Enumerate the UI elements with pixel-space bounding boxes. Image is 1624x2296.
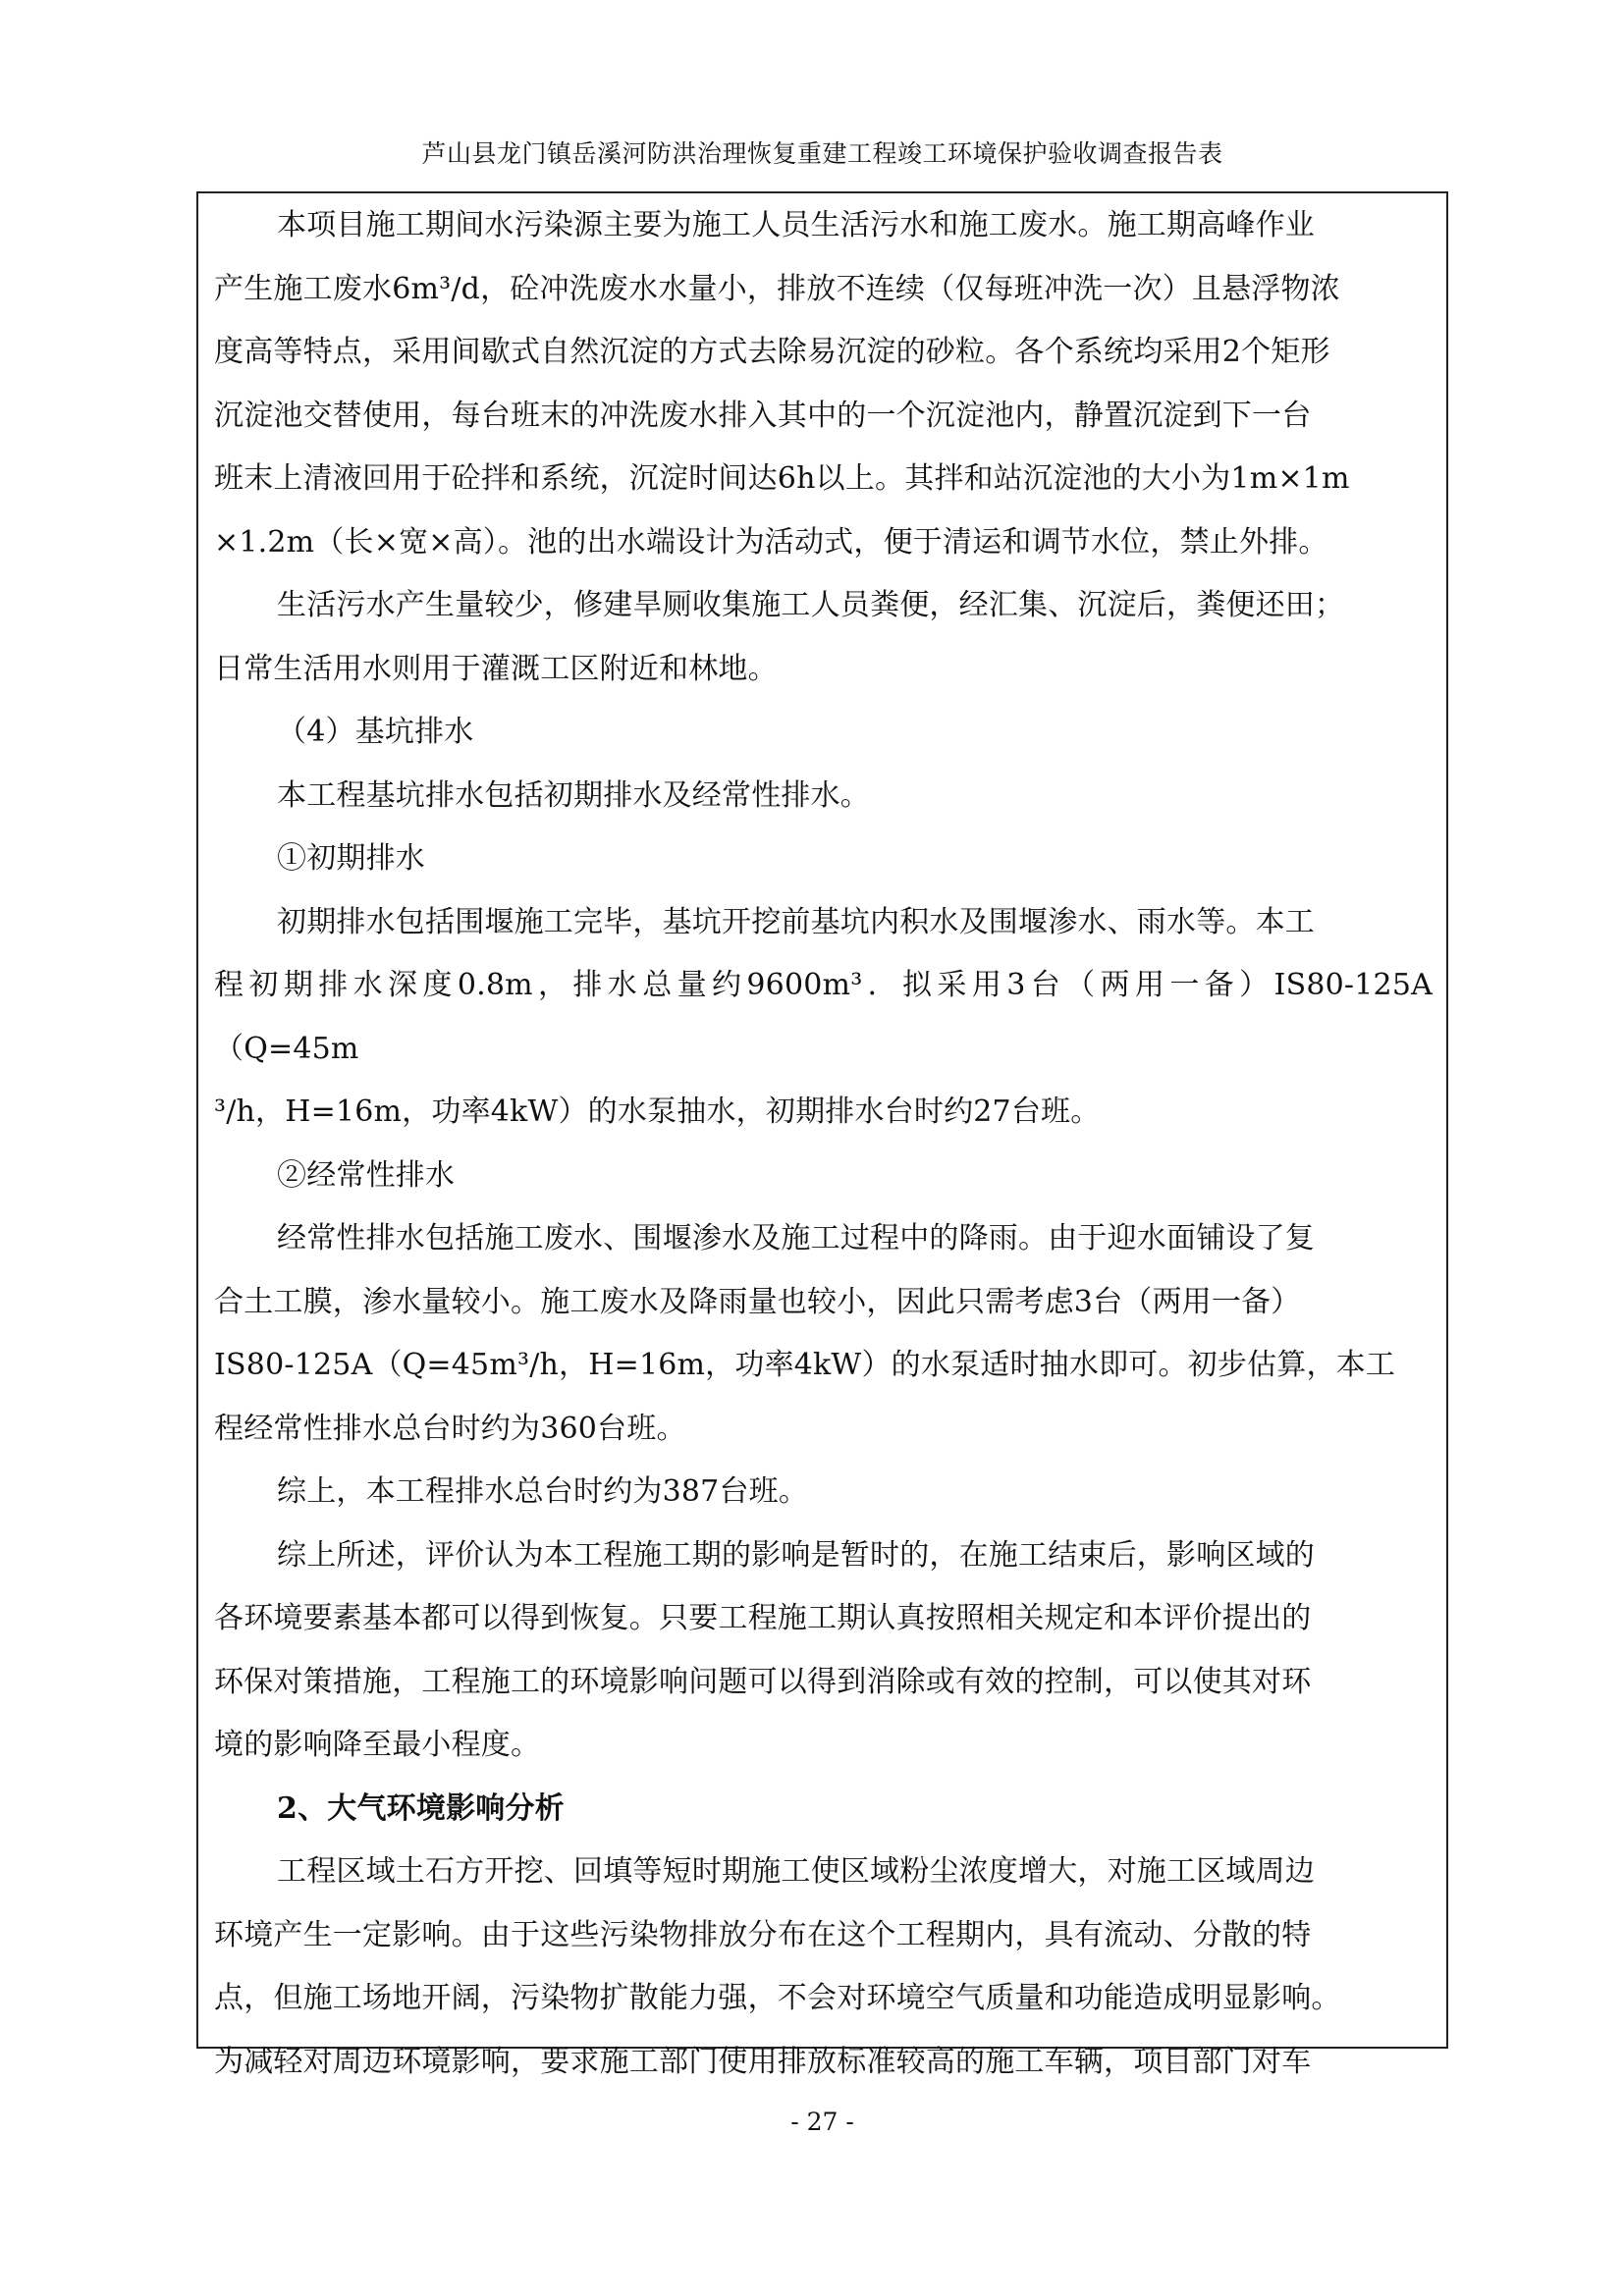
text-line: 程初期排水深度0.8m，排水总量约9600m³．拟采用3台（两用一备）IS80-125A（Q=45m xyxy=(214,968,1433,1066)
text-line: 产生施工废水6m³/d，砼冲洗废水水量小，排放不连续（仅每班冲洗一次）且悬浮物浓 xyxy=(214,271,1340,306)
section-heading-foundation-pit-drainage: （4）基坑排水 xyxy=(277,715,474,749)
text-line: 环境产生一定影响。由于这些污染物排放分布在这个工程期内，具有流动、分散的特 xyxy=(214,1917,1312,1952)
text-line: 为减轻对周边环境影响，要求施工部门使用排放标准较高的施工车辆，项目部门对车 xyxy=(214,2044,1312,2079)
text-line: 点，但施工场地开阔，污染物扩散能力强，不会对环境空气质量和功能造成明显影响。 xyxy=(214,1981,1341,2015)
text-line: IS80-125A（Q=45m³/h，H=16m，功率4kW）的水泵适时抽水即可。初步估算，本工 xyxy=(214,1348,1396,1382)
page-header-title: 芦山县龙门镇岳溪河防洪治理恢复重建工程竣工环境保护验收调查报告表 xyxy=(421,139,1223,168)
text-line: 本工程基坑排水包括初期排水及经常性排水。 xyxy=(277,777,870,813)
text-line: 沉淀池交替使用，每台班末的冲洗废水排入其中的一个沉淀池内，静置沉淀到下一台 xyxy=(214,398,1312,433)
text-line: 初期排水包括围堰施工完毕，基坑开挖前基坑内积水及围堰渗水、雨水等。本工 xyxy=(277,904,1315,939)
text-line: 程经常性排水总台时约为360台班。 xyxy=(214,1411,686,1446)
text-line: 境的影响降至最小程度。 xyxy=(214,1728,541,1762)
subheading-regular-drainage: ②经常性排水 xyxy=(277,1157,456,1193)
text-line: 本项目施工期间水污染源主要为施工人员生活污水和施工废水。施工期高峰作业 xyxy=(277,208,1315,242)
text-line: ×1.2m（长×宽×高）。池的出水端设计为活动式，便于清运和调节水位，禁止外排。 xyxy=(214,524,1328,560)
text-line: 各环境要素基本都可以得到恢复。只要工程施工期认真按照相关规定和本评价提出的 xyxy=(214,1601,1312,1635)
subheading-initial-drainage: ①初期排水 xyxy=(277,841,425,876)
report-content-box xyxy=(196,191,1448,2079)
text-line: 生活污水产生量较少，修建旱厕收集施工人员粪便，经汇集、沉淀后，粪便还田； xyxy=(277,588,1345,622)
text-line: 经常性排水包括施工废水、围堰渗水及施工过程中的降雨。由于迎水面铺设了复 xyxy=(277,1221,1315,1255)
text-line: 度高等特点，采用间歇式自然沉淀的方式去除易沉淀的砂粒。各个系统均采用2个矩形 xyxy=(214,335,1330,369)
text-line: 日常生活用水则用于灌溉工区附近和林地。 xyxy=(214,651,778,686)
page-number: - 27 - xyxy=(790,2108,854,2136)
text-line: 班末上清液回用于砼拌和系统，沉淀时间达6h以上。其拌和站沉淀池的大小为1m×1m xyxy=(214,461,1350,496)
section-heading-air-environment: 2、大气环境影响分析 xyxy=(277,1790,565,1826)
text-line: 合土工膜，渗水量较小。施工废水及降雨量也较小，因此只需考虑3台（两用一备） xyxy=(214,1284,1301,1319)
text-line: 环保对策措施，工程施工的环境影响问题可以得到消除或有效的控制，可以使其对环 xyxy=(214,1664,1312,1699)
text-line: ³/h，H=16m，功率4kW）的水泵抽水，初期排水台时约27台班。 xyxy=(214,1095,1101,1129)
text-line: 综上所述，评价认为本工程施工期的影响是暂时的，在施工结束后，影响区域的 xyxy=(277,1537,1315,1573)
text-line: 工程区域土石方开挖、回填等短时期施工使区域粉尘浓度增大，对施工区域周边 xyxy=(277,1854,1315,1889)
text-line: 综上，本工程排水总台时约为387台班。 xyxy=(277,1474,809,1509)
